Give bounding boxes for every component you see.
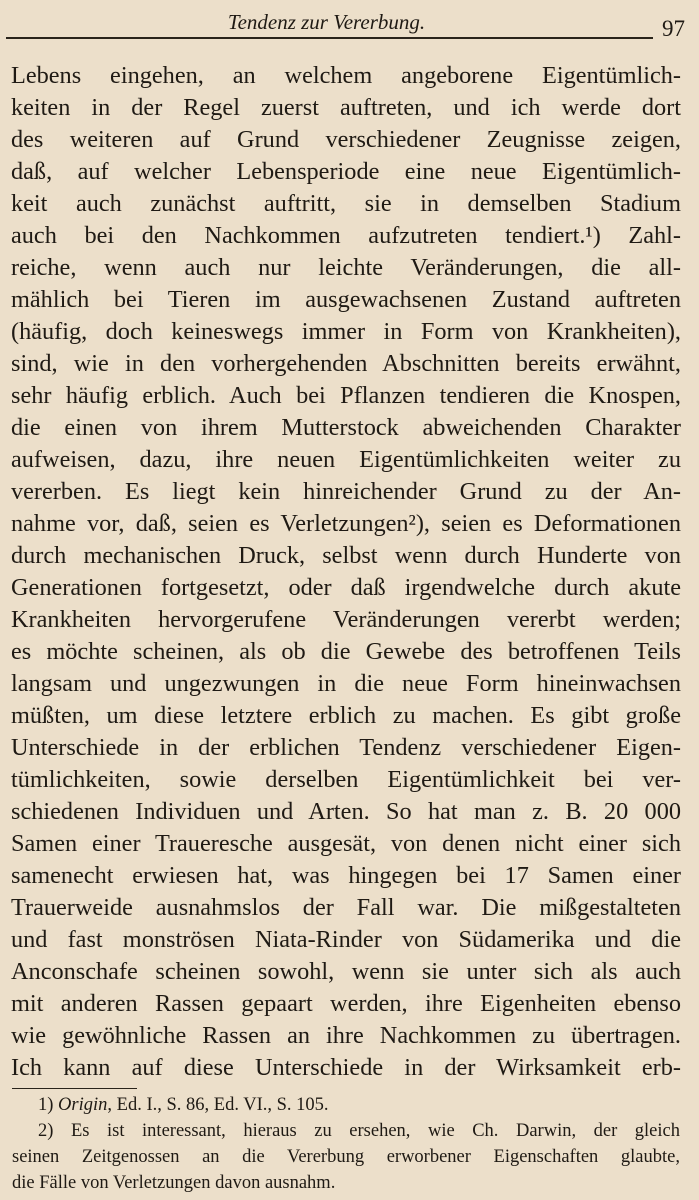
footnote-marker: 1) <box>38 1095 54 1115</box>
body-line: reiche, wenn auch nur leichte Veränderungen, die all- <box>11 254 681 281</box>
body-line: daß, auf welcher Lebensperiode eine neue Eigentümlich- <box>11 158 681 185</box>
body-line: Unterschiede in der erblichen Tendenz verschiedener Eigen- <box>11 734 681 761</box>
footnote-1-text: , Ed. I., S. 86, Ed. VI., S. 105. <box>107 1095 329 1115</box>
body-line: auch bei den Nachkommen aufzutreten tendiert.¹) Zahl- <box>11 222 681 249</box>
body-line: Krankheiten hervorgerufene Veränderungen vererbt werden; <box>11 606 681 633</box>
body-line: durch mechanischen Druck, selbst wenn durch Hunderte von <box>11 542 681 569</box>
body-line: aufweisen, dazu, ihre neuen Eigentümlichkeiten weiter zu <box>11 446 681 473</box>
footnote-2-line: seinen Zeitgenossen an die Vererbung erworbener Eigenschaften glaubte, <box>12 1147 680 1167</box>
body-line: langsam und ungezwungen in die neue Form hineinwachsen <box>11 670 681 697</box>
footnote-marker: 2) <box>38 1121 54 1141</box>
body-line: mit anderen Rassen gepaart werden, ihre Eigenheiten ebenso <box>11 990 681 1017</box>
body-line: müßten, um diese letztere erblich zu machen. Es gibt große <box>11 702 681 729</box>
footnote-2-line: die Fälle von Verletzungen davon ausnahm. <box>12 1173 336 1193</box>
page-number: 97 <box>662 16 685 41</box>
body-line: des weiteren auf Grund verschiedener Zeugnisse zeigen, <box>11 126 681 153</box>
body-line: sind, wie in den vorhergehenden Abschnitten bereits erwähnt, <box>11 350 681 377</box>
footnote-1 <box>38 1092 329 1118</box>
footnote-1-title: Origin <box>58 1095 108 1115</box>
body-line: nahme vor, daß, seien es Verletzungen²), seien es Deformationen <box>11 510 681 537</box>
body-line: keiten in der Regel zuerst auftreten, und ich werde dort <box>11 94 681 121</box>
body-line: wie gewöhnliche Rassen an ihre Nachkommen zu übertragen. <box>11 1022 681 1049</box>
body-line: Generationen fortgesetzt, oder daß irgendwelche durch akute <box>11 574 681 601</box>
body-line: Anconschafe scheinen sowohl, wenn sie unter sich als auch <box>11 958 681 985</box>
body-line: es möchte scheinen, als ob die Gewebe des betroffenen Teils <box>11 638 681 665</box>
footnote-2-line: Es ist interessant, hieraus zu ersehen, wie Ch. Darwin, der gleich <box>70 1121 680 1141</box>
body-line: tümlichkeiten, sowie derselben Eigentümlichkeit bei ver- <box>11 766 681 793</box>
body-line: Samen einer Traueresche ausgesät, von denen nicht einer sich <box>11 830 681 857</box>
footnote-2 <box>38 1118 680 1144</box>
body-line: Trauerweide ausnahmslos der Fall war. Die mißgestalteten <box>11 894 681 921</box>
footnote-rule <box>12 1088 137 1089</box>
body-line: die einen von ihrem Mutterstock abweichenden Charakter <box>11 414 681 441</box>
body-line: sehr häufig erblich. Auch bei Pflanzen tendieren die Knospen, <box>11 382 681 409</box>
body-line: (häufig, doch keineswegs immer in Form von Krankheiten), <box>11 318 681 345</box>
running-head <box>0 0 699 42</box>
body-line: Ich kann auf diese Unterschiede in der Wirksamkeit erb- <box>11 1054 681 1081</box>
body-line: und fast monströsen Niata-Rinder von Südamerika und die <box>11 926 681 953</box>
running-head-title: Tendenz zur Vererbung. <box>227 10 426 34</box>
body-line: schiedenen Individuen und Arten. So hat man z. B. 20 000 <box>11 798 681 825</box>
body-line: Lebens eingehen, an welchem angeborene Eigentümlich- <box>11 62 681 89</box>
body-line: vererben. Es liegt kein hinreichender Grund zu der An- <box>11 478 681 505</box>
body-line: keit auch zunächst auftritt, sie in demselben Stadium <box>11 190 681 217</box>
body-line: mählich bei Tieren im ausgewachsenen Zustand auftreten <box>11 286 681 313</box>
body-line: samenecht erwiesen hat, was hingegen bei 17 Samen einer <box>11 862 681 889</box>
header-rule <box>6 37 653 39</box>
